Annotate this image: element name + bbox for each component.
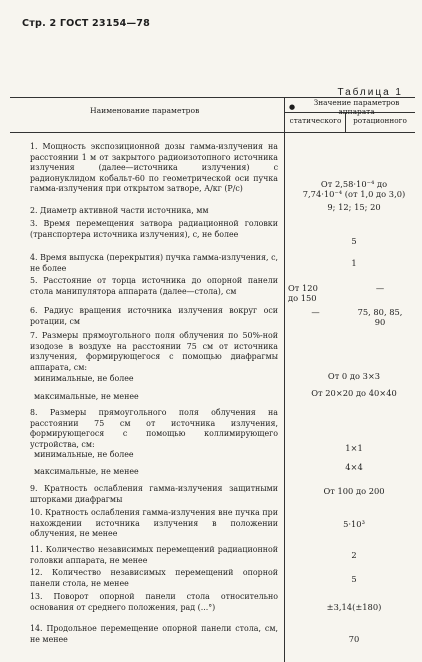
row-12-value: 5 [351, 574, 357, 584]
row-5-rotation: — [375, 283, 385, 293]
row-4-value: 1 [351, 258, 357, 268]
row-7-param: 7. Размеры прямоугольного поля облучения по 50%-ной изодозе в воздухе на расстоянии 75 см от источника излучения, формирующегося с помощью диафрагмы аппарата, см: [30, 331, 278, 372]
page-header: Стр. 2 ГОСТ 23154—78 [22, 18, 150, 29]
row-8b-param: максимальные, не менее [34, 467, 139, 476]
row-3-param: 3. Время перемещения затвора радиационной головки (транспортера источника излучения), с, не более [30, 219, 278, 239]
row-10-param: 10. Кратность ослабления гамма-излучения вне пучка при нахождении источника излучения в положении облучения, не менее [30, 508, 278, 538]
column-divider [284, 97, 285, 662]
row-8a-value: 1×1 [345, 443, 363, 453]
row-5-param: 5. Расстояние от торца источника до опорной панели стола манипулятора аппарата (далее—стола), см [30, 276, 278, 296]
row-14-value: 70 [348, 634, 360, 644]
row-11-value: 2 [351, 550, 357, 560]
column-header-static: статического [289, 116, 342, 125]
row-4-param: 4. Время выпуска (перекрытия) пучка гамма-излучения, с, не более [30, 253, 278, 273]
row-7a-value: От 0 до 3×3 [327, 371, 381, 381]
row-9-value: От 100 до 200 [323, 486, 385, 496]
row-2-value: 9; 12; 15; 20 [327, 202, 381, 212]
row-12-param: 12. Количество независимых перемещений опорной панели стола, не менее [30, 568, 278, 588]
row-1-param: 1. Мощность экспозиционной дозы гамма-излучения на расстоянии 1 м от закрытого радиоизотопного источника излучения (далее—источника излучения) с радионуклидом кобальт-60 по геометрической оси пучка гамма-излучения при открытом затворе, А/кг (Р/с) [30, 142, 278, 193]
row-7a-param: минимальные, не более [34, 374, 134, 383]
row-6-rotation: 75, 80, 85, 90 [357, 307, 403, 327]
row-6-static: — [311, 307, 320, 317]
row-10-value: 5·10³ [343, 519, 365, 529]
row-11-param: 11. Количество независимых перемещений радиационной головки аппарата, не менее [30, 545, 278, 565]
row-13-value: ±3,14(±180) [326, 602, 382, 612]
row-8-param: 8. Размеры прямоугольного поля облучения на расстоянии 75 см от источника излучения, формирующегося с помощью коллимирующего устройства, см: [30, 408, 278, 449]
row-7b-value: От 20×20 до 40×40 [311, 388, 397, 398]
row-14-param: 14. Продольное перемещение опорной панели стола, см, не менее [30, 624, 278, 644]
row-9-param: 9. Кратность ослабления гамма-излучения защитными шторками диафрагмы [30, 484, 278, 504]
bullet-mark: ● [289, 103, 296, 111]
row-7b-param: максимальные, не менее [34, 392, 139, 401]
row-5-static: От 120 до 150 [288, 283, 318, 303]
column-header-rotation: ротационного [353, 116, 407, 125]
row-13-param: 13. Поворот опорной панели стола относительно основания от среднего положения, рад (...°) [30, 592, 278, 612]
row-1-value: От 2,58·10⁻⁴ до 7,74·10⁻⁴ (от 1,0 до 3,0) [302, 179, 406, 199]
row-2-param: 2. Диаметр активной части источника, мм [30, 206, 209, 215]
table-header-rule [10, 132, 415, 133]
row-6-param: 6. Радиус вращения источника излучения вокруг оси ротации, см [30, 306, 278, 326]
row-8a-param: минимальные, не более [34, 450, 134, 459]
row-3-value: 5 [351, 236, 357, 246]
row-8b-value: 4×4 [345, 462, 363, 472]
column-header-name: Наименование параметров [90, 106, 200, 115]
table-caption: Таблица 1 [337, 87, 403, 98]
column-header-value: Значение параметров аппарата [313, 98, 400, 116]
